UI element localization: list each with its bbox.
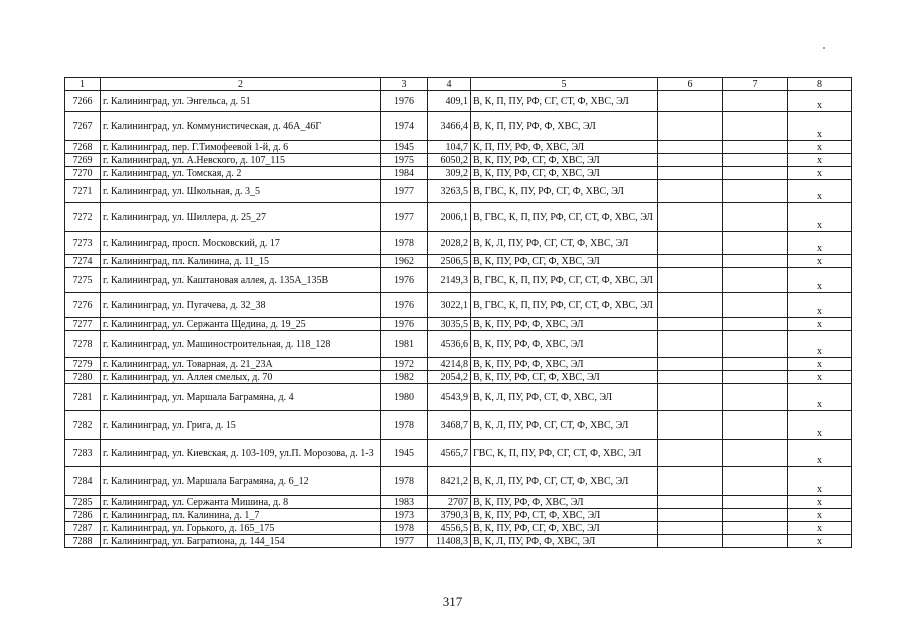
table-row bbox=[65, 154, 852, 167]
col6-cell bbox=[658, 203, 723, 232]
works-cell: В, ГВС, К, П, ПУ, РФ, СГ, СТ, Ф, ХВС, ЭЛ bbox=[471, 293, 658, 318]
address-cell: г. Калининград, ул. Киевская, д. 103-109, ул.П. Морозова, д. 1-3 bbox=[101, 440, 381, 467]
col6-cell bbox=[658, 318, 723, 331]
area-cell: 3466,4 bbox=[428, 112, 471, 141]
works-cell: В, К, Л, ПУ, РФ, СГ, СТ, Ф, ХВС, ЭЛ bbox=[471, 411, 658, 440]
works-cell: ГВС, К, П, ПУ, РФ, СГ, СТ, Ф, ХВС, ЭЛ bbox=[471, 440, 658, 467]
col7-cell bbox=[723, 509, 788, 522]
works-cell: В, К, ПУ, РФ, СТ, Ф, ХВС, ЭЛ bbox=[471, 509, 658, 522]
col6-cell bbox=[658, 91, 723, 112]
col7-cell bbox=[723, 496, 788, 509]
works-cell: В, К, ПУ, РФ, СГ, Ф, ХВС, ЭЛ bbox=[471, 154, 658, 167]
area-cell: 2506,5 bbox=[428, 255, 471, 268]
col6-cell bbox=[658, 167, 723, 180]
header-cell: 7 bbox=[723, 78, 788, 91]
address-cell: г. Калининград, ул. Сержанта Щедина, д. 19_25 bbox=[101, 318, 381, 331]
mark-cell: x bbox=[788, 154, 852, 167]
row-number: 7276 bbox=[65, 293, 101, 318]
year-cell: 1977 bbox=[381, 203, 428, 232]
works-cell: В, К, ПУ, РФ, СГ, Ф, ХВС, ЭЛ bbox=[471, 255, 658, 268]
area-cell: 3468,7 bbox=[428, 411, 471, 440]
col6-cell bbox=[658, 268, 723, 293]
mark-cell: x bbox=[788, 331, 852, 358]
table-row bbox=[65, 371, 852, 384]
header-cell: 5 bbox=[471, 78, 658, 91]
works-cell: В, К, ПУ, РФ, Ф, ХВС, ЭЛ bbox=[471, 331, 658, 358]
col7-cell bbox=[723, 358, 788, 371]
area-cell: 104,7 bbox=[428, 141, 471, 154]
header-cell: 2 bbox=[101, 78, 381, 91]
col7-cell bbox=[723, 318, 788, 331]
works-cell: В, К, ПУ, РФ, Ф, ХВС, ЭЛ bbox=[471, 496, 658, 509]
col7-cell bbox=[723, 371, 788, 384]
area-cell: 3790,3 bbox=[428, 509, 471, 522]
works-cell: В, К, Л, ПУ, РФ, СГ, СТ, Ф, ХВС, ЭЛ bbox=[471, 467, 658, 496]
area-cell: 3022,1 bbox=[428, 293, 471, 318]
year-cell: 1973 bbox=[381, 509, 428, 522]
col6-cell bbox=[658, 358, 723, 371]
col7-cell bbox=[723, 112, 788, 141]
area-cell: 2707 bbox=[428, 496, 471, 509]
year-cell: 1945 bbox=[381, 141, 428, 154]
mark-cell: x bbox=[788, 522, 852, 535]
row-number: 7282 bbox=[65, 411, 101, 440]
scan-speck bbox=[823, 47, 825, 49]
year-cell: 1983 bbox=[381, 496, 428, 509]
col6-cell bbox=[658, 141, 723, 154]
year-cell: 1976 bbox=[381, 268, 428, 293]
table-row bbox=[65, 180, 852, 203]
year-cell: 1981 bbox=[381, 331, 428, 358]
col6-cell bbox=[658, 293, 723, 318]
mark-cell: x bbox=[788, 255, 852, 268]
area-cell: 2006,1 bbox=[428, 203, 471, 232]
row-number: 7266 bbox=[65, 91, 101, 112]
area-cell: 3035,5 bbox=[428, 318, 471, 331]
row-number: 7268 bbox=[65, 141, 101, 154]
table-row bbox=[65, 268, 852, 293]
col7-cell bbox=[723, 268, 788, 293]
area-cell: 4543,9 bbox=[428, 384, 471, 411]
row-number: 7277 bbox=[65, 318, 101, 331]
col7-cell bbox=[723, 91, 788, 112]
area-cell: 6050,2 bbox=[428, 154, 471, 167]
table-row bbox=[65, 91, 852, 112]
works-cell: В, К, Л, ПУ, РФ, СТ, Ф, ХВС, ЭЛ bbox=[471, 384, 658, 411]
row-number: 7285 bbox=[65, 496, 101, 509]
year-cell: 1978 bbox=[381, 411, 428, 440]
mark-cell: x bbox=[788, 91, 852, 112]
address-cell: г. Калининград, пл. Калинина, д. 1_7 bbox=[101, 509, 381, 522]
row-number: 7272 bbox=[65, 203, 101, 232]
row-number: 7275 bbox=[65, 268, 101, 293]
col6-cell bbox=[658, 331, 723, 358]
year-cell: 1962 bbox=[381, 255, 428, 268]
col6-cell bbox=[658, 384, 723, 411]
row-number: 7274 bbox=[65, 255, 101, 268]
row-number: 7287 bbox=[65, 522, 101, 535]
col6-cell bbox=[658, 496, 723, 509]
col7-cell bbox=[723, 331, 788, 358]
col7-cell bbox=[723, 203, 788, 232]
table-row bbox=[65, 293, 852, 318]
year-cell: 1978 bbox=[381, 467, 428, 496]
col7-cell bbox=[723, 154, 788, 167]
year-cell: 1975 bbox=[381, 154, 428, 167]
mark-cell: x bbox=[788, 496, 852, 509]
table-row bbox=[65, 255, 852, 268]
buildings-table bbox=[64, 77, 852, 548]
year-cell: 1976 bbox=[381, 91, 428, 112]
row-number: 7279 bbox=[65, 358, 101, 371]
area-cell: 11408,3 bbox=[428, 535, 471, 548]
header-cell: 8 bbox=[788, 78, 852, 91]
area-cell: 409,1 bbox=[428, 91, 471, 112]
mark-cell: x bbox=[788, 268, 852, 293]
works-cell: В, К, П, ПУ, РФ, СГ, СТ, Ф, ХВС, ЭЛ bbox=[471, 91, 658, 112]
col6-cell bbox=[658, 255, 723, 268]
mark-cell: x bbox=[788, 467, 852, 496]
header-cell: 3 bbox=[381, 78, 428, 91]
col6-cell bbox=[658, 180, 723, 203]
col6-cell bbox=[658, 411, 723, 440]
header-row bbox=[65, 78, 852, 91]
col6-cell bbox=[658, 509, 723, 522]
table-row bbox=[65, 522, 852, 535]
row-number: 7284 bbox=[65, 467, 101, 496]
address-cell: г. Калининград, ул. Товарная, д. 21_23А bbox=[101, 358, 381, 371]
mark-cell: x bbox=[788, 232, 852, 255]
works-cell: В, К, ПУ, РФ, СГ, Ф, ХВС, ЭЛ bbox=[471, 371, 658, 384]
address-cell: г. Калининград, ул. Маршала Баграмяна, д. 4 bbox=[101, 384, 381, 411]
col6-cell bbox=[658, 232, 723, 255]
address-cell: г. Калининград, ул. Шиллера, д. 25_27 bbox=[101, 203, 381, 232]
mark-cell: x bbox=[788, 180, 852, 203]
mark-cell: x bbox=[788, 509, 852, 522]
address-cell: г. Калининград, ул. Грига, д. 15 bbox=[101, 411, 381, 440]
row-number: 7286 bbox=[65, 509, 101, 522]
area-cell: 309,2 bbox=[428, 167, 471, 180]
year-cell: 1976 bbox=[381, 293, 428, 318]
address-cell: г. Калининград, ул. Горького, д. 165_175 bbox=[101, 522, 381, 535]
mark-cell: x bbox=[788, 384, 852, 411]
address-cell: г. Калининград, ул. Пугачева, д. 32_38 bbox=[101, 293, 381, 318]
col7-cell bbox=[723, 467, 788, 496]
col7-cell bbox=[723, 522, 788, 535]
area-cell: 2028,2 bbox=[428, 232, 471, 255]
col7-cell bbox=[723, 384, 788, 411]
mark-cell: x bbox=[788, 371, 852, 384]
area-cell: 4556,5 bbox=[428, 522, 471, 535]
col6-cell bbox=[658, 371, 723, 384]
address-cell: г. Калининград, ул. Аллея смелых, д. 70 bbox=[101, 371, 381, 384]
address-cell: г. Калининград, ул. Каштановая аллея, д. 135А_135В bbox=[101, 268, 381, 293]
col7-cell bbox=[723, 167, 788, 180]
col7-cell bbox=[723, 141, 788, 154]
address-cell: г. Калининград, пер. Г.Тимофеевой 1-й, д. 6 bbox=[101, 141, 381, 154]
year-cell: 1977 bbox=[381, 535, 428, 548]
row-number: 7281 bbox=[65, 384, 101, 411]
works-cell: В, ГВС, К, П, ПУ, РФ, СГ, СТ, Ф, ХВС, ЭЛ bbox=[471, 268, 658, 293]
row-number: 7283 bbox=[65, 440, 101, 467]
mark-cell: x bbox=[788, 535, 852, 548]
table-row bbox=[65, 496, 852, 509]
year-cell: 1974 bbox=[381, 112, 428, 141]
col6-cell bbox=[658, 154, 723, 167]
address-cell: г. Калининград, ул. Энгельса, д. 51 bbox=[101, 91, 381, 112]
col6-cell bbox=[658, 535, 723, 548]
table-row bbox=[65, 384, 852, 411]
works-cell: В, ГВС, К, ПУ, РФ, СГ, Ф, ХВС, ЭЛ bbox=[471, 180, 658, 203]
mark-cell: x bbox=[788, 112, 852, 141]
works-cell: В, ГВС, К, П, ПУ, РФ, СГ, СТ, Ф, ХВС, ЭЛ bbox=[471, 203, 658, 232]
col6-cell bbox=[658, 467, 723, 496]
mark-cell: x bbox=[788, 293, 852, 318]
table-row bbox=[65, 509, 852, 522]
area-cell: 4536,6 bbox=[428, 331, 471, 358]
works-cell: В, К, ПУ, РФ, СГ, Ф, ХВС, ЭЛ bbox=[471, 522, 658, 535]
table-row bbox=[65, 331, 852, 358]
table-row bbox=[65, 141, 852, 154]
col7-cell bbox=[723, 255, 788, 268]
table-row bbox=[65, 203, 852, 232]
mark-cell: x bbox=[788, 440, 852, 467]
header-cell: 4 bbox=[428, 78, 471, 91]
row-number: 7278 bbox=[65, 331, 101, 358]
col7-cell bbox=[723, 411, 788, 440]
year-cell: 1978 bbox=[381, 232, 428, 255]
year-cell: 1977 bbox=[381, 180, 428, 203]
area-cell: 2054,2 bbox=[428, 371, 471, 384]
works-cell: В, К, Л, ПУ, РФ, СГ, СТ, Ф, ХВС, ЭЛ bbox=[471, 232, 658, 255]
area-cell: 8421,2 bbox=[428, 467, 471, 496]
row-number: 7280 bbox=[65, 371, 101, 384]
row-number: 7267 bbox=[65, 112, 101, 141]
row-number: 7271 bbox=[65, 180, 101, 203]
area-cell: 4565,7 bbox=[428, 440, 471, 467]
address-cell: г. Калининград, ул. Школьная, д. 3_5 bbox=[101, 180, 381, 203]
table-row bbox=[65, 167, 852, 180]
table-row bbox=[65, 318, 852, 331]
address-cell: г. Калининград, ул. Коммунистическая, д. 46А_46Г bbox=[101, 112, 381, 141]
mark-cell: x bbox=[788, 358, 852, 371]
year-cell: 1945 bbox=[381, 440, 428, 467]
col6-cell bbox=[658, 522, 723, 535]
mark-cell: x bbox=[788, 203, 852, 232]
address-cell: г. Калининград, ул. Маршала Баграмяна, д. 6_12 bbox=[101, 467, 381, 496]
mark-cell: x bbox=[788, 167, 852, 180]
year-cell: 1982 bbox=[381, 371, 428, 384]
works-cell: В, К, ПУ, РФ, СГ, Ф, ХВС, ЭЛ bbox=[471, 167, 658, 180]
works-cell: В, К, П, ПУ, РФ, Ф, ХВС, ЭЛ bbox=[471, 112, 658, 141]
address-cell: г. Калининград, пл. Калинина, д. 11_15 bbox=[101, 255, 381, 268]
row-number: 7270 bbox=[65, 167, 101, 180]
address-cell: г. Калининград, ул. А.Невского, д. 107_115 bbox=[101, 154, 381, 167]
year-cell: 1978 bbox=[381, 522, 428, 535]
row-number: 7288 bbox=[65, 535, 101, 548]
area-cell: 4214,8 bbox=[428, 358, 471, 371]
header-cell: 1 bbox=[65, 78, 101, 91]
works-cell: В, К, Л, ПУ, РФ, Ф, ХВС, ЭЛ bbox=[471, 535, 658, 548]
table-row bbox=[65, 232, 852, 255]
year-cell: 1984 bbox=[381, 167, 428, 180]
table-row bbox=[65, 411, 852, 440]
col7-cell bbox=[723, 535, 788, 548]
address-cell: г. Калининград, ул. Томская, д. 2 bbox=[101, 167, 381, 180]
col7-cell bbox=[723, 293, 788, 318]
address-cell: г. Калининград, ул. Машиностроительная, д. 118_128 bbox=[101, 331, 381, 358]
col7-cell bbox=[723, 232, 788, 255]
year-cell: 1972 bbox=[381, 358, 428, 371]
mark-cell: x bbox=[788, 411, 852, 440]
table-row bbox=[65, 112, 852, 141]
header-cell: 6 bbox=[658, 78, 723, 91]
works-cell: В, К, ПУ, РФ, Ф, ХВС, ЭЛ bbox=[471, 358, 658, 371]
works-cell: В, К, ПУ, РФ, Ф, ХВС, ЭЛ bbox=[471, 318, 658, 331]
col6-cell bbox=[658, 440, 723, 467]
address-cell: г. Калининград, ул. Багратиона, д. 144_154 bbox=[101, 535, 381, 548]
address-cell: г. Калининград, ул. Сержанта Мишина, д. 8 bbox=[101, 496, 381, 509]
area-cell: 2149,3 bbox=[428, 268, 471, 293]
col7-cell bbox=[723, 180, 788, 203]
table-row bbox=[65, 358, 852, 371]
mark-cell: x bbox=[788, 141, 852, 154]
year-cell: 1976 bbox=[381, 318, 428, 331]
year-cell: 1980 bbox=[381, 384, 428, 411]
table-row bbox=[65, 467, 852, 496]
area-cell: 3263,5 bbox=[428, 180, 471, 203]
table-row bbox=[65, 535, 852, 548]
address-cell: г. Калининград, просп. Московский, д. 17 bbox=[101, 232, 381, 255]
page-number: 317 bbox=[442, 594, 463, 609]
works-cell: К, П, ПУ, РФ, Ф, ХВС, ЭЛ bbox=[471, 141, 658, 154]
table-row bbox=[65, 440, 852, 467]
row-number: 7269 bbox=[65, 154, 101, 167]
row-number: 7273 bbox=[65, 232, 101, 255]
col6-cell bbox=[658, 112, 723, 141]
mark-cell: x bbox=[788, 318, 852, 331]
col7-cell bbox=[723, 440, 788, 467]
